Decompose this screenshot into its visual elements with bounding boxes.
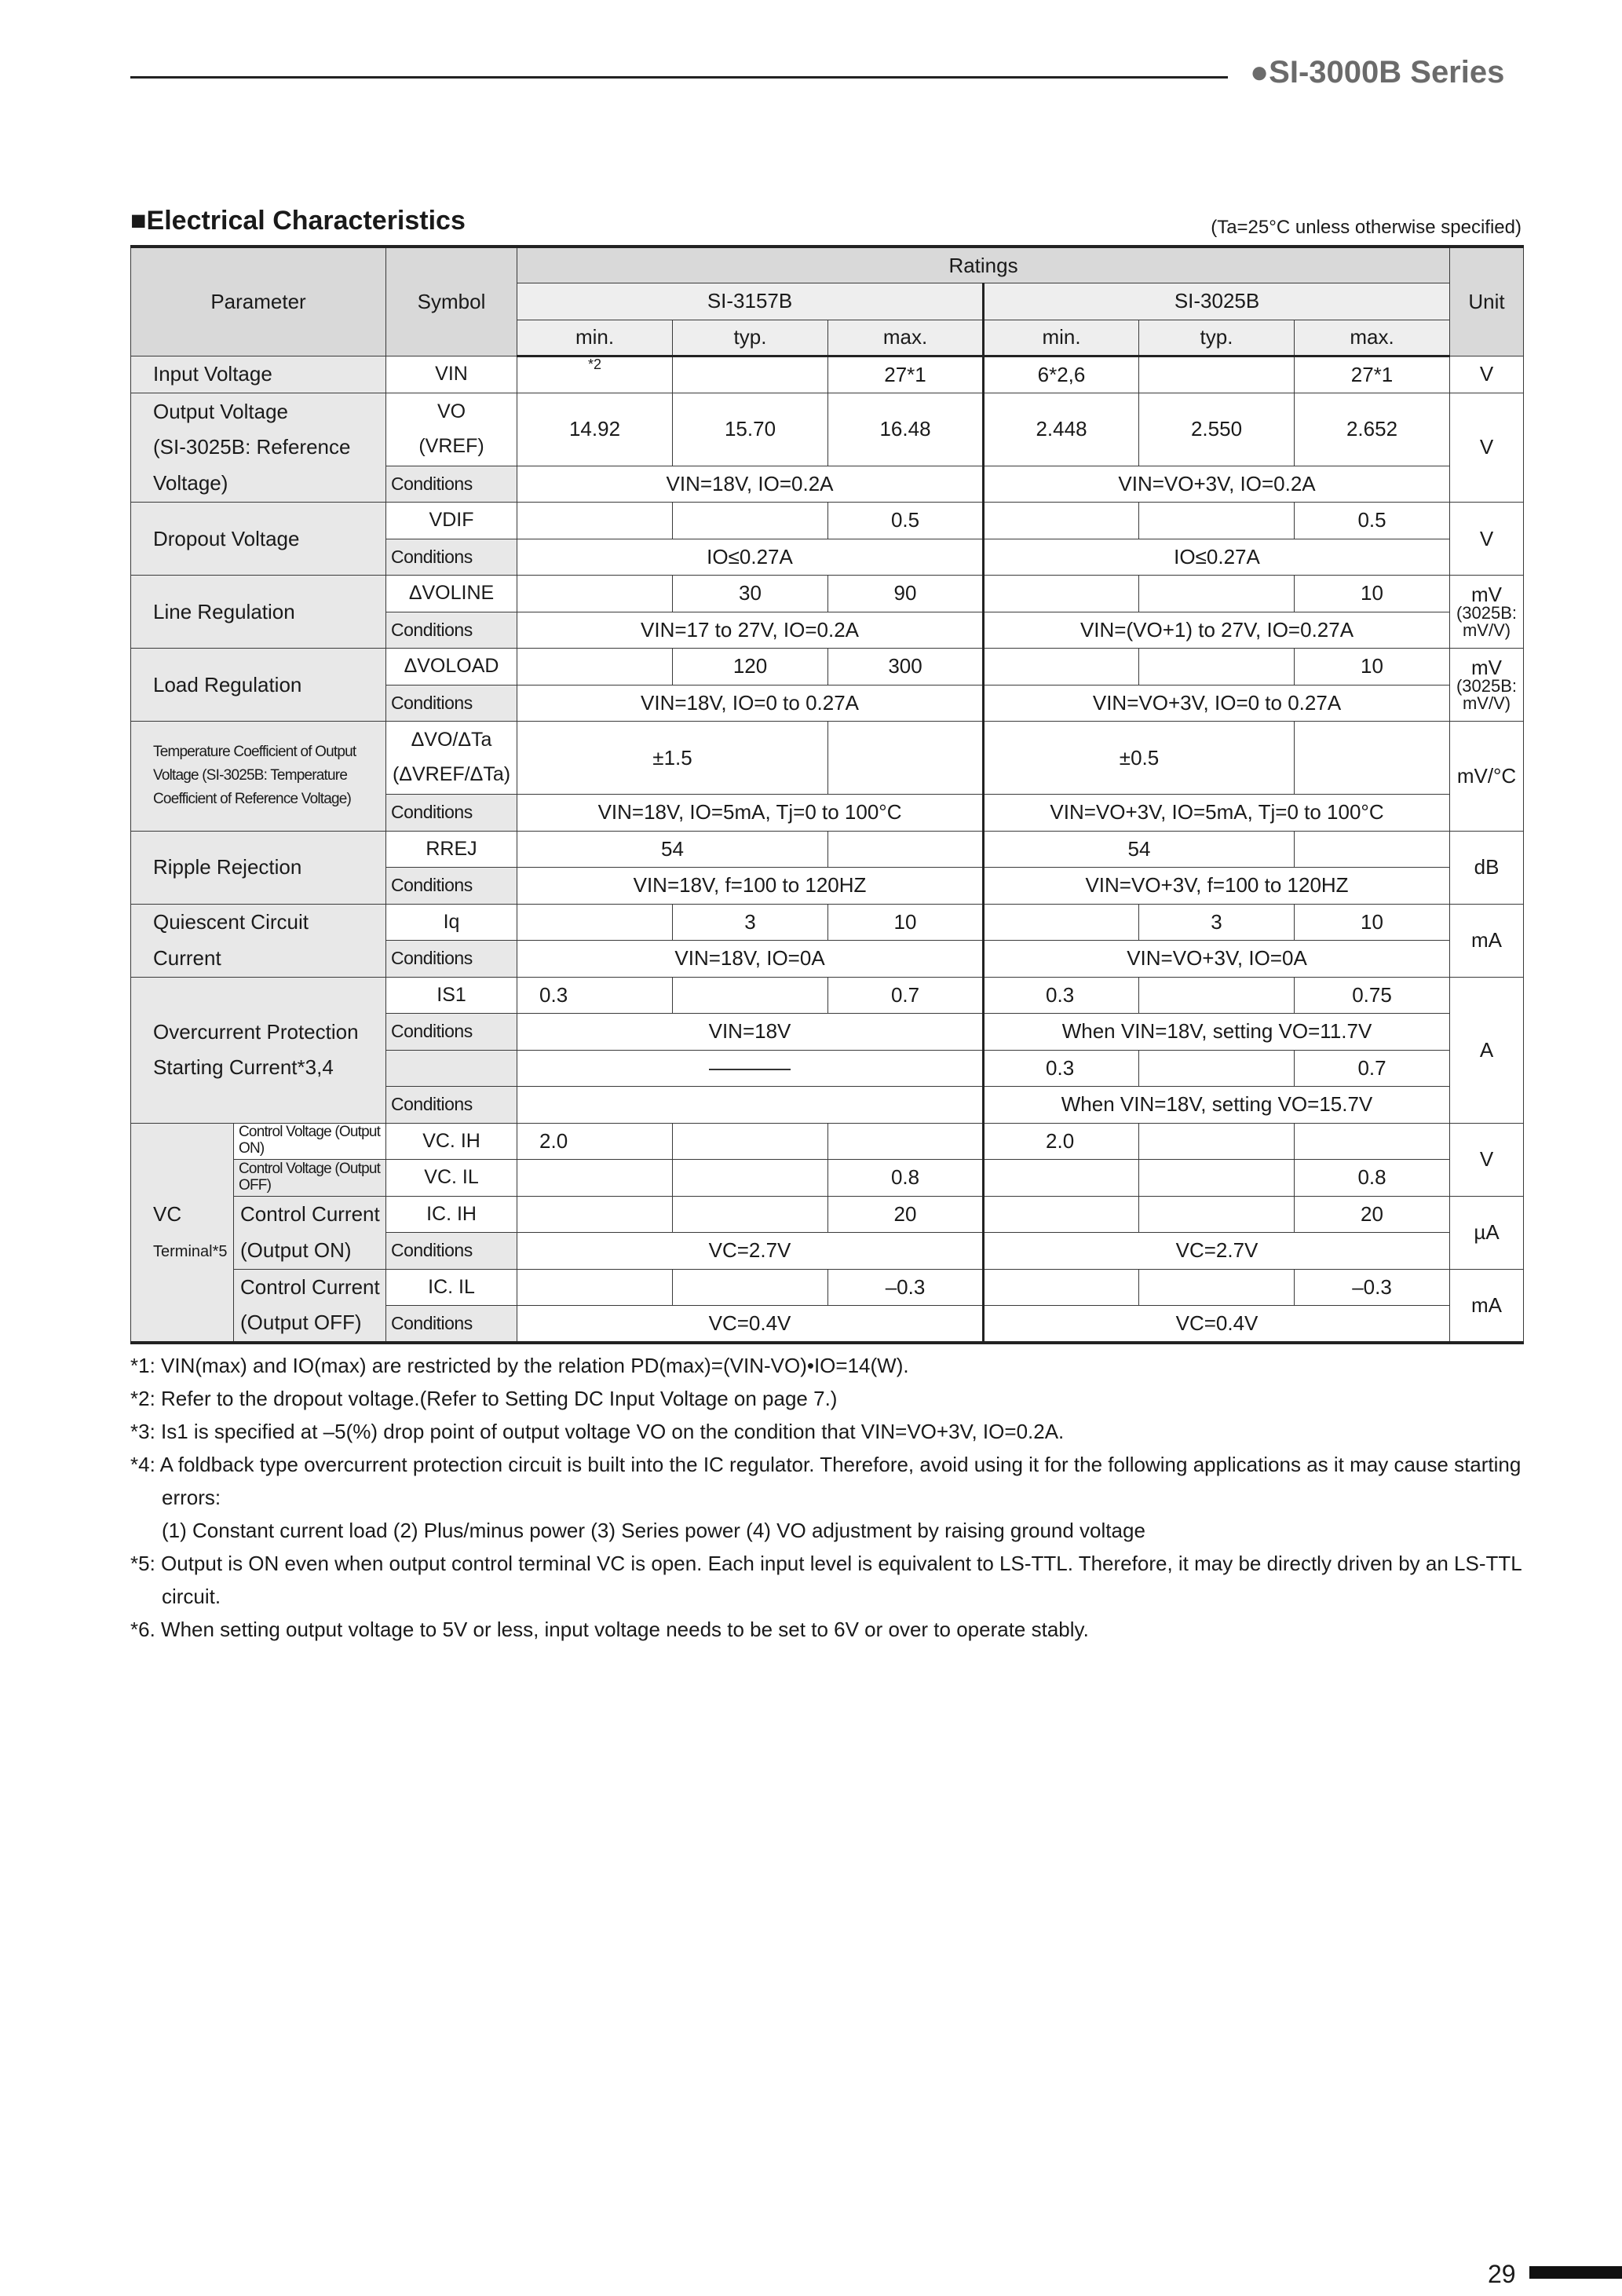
header-ratings: Ratings [517, 247, 1450, 283]
sub-param-control-voltage-on: Control Voltage (Output ON) [234, 1123, 386, 1160]
symbol-cell: VC. IH [386, 1123, 517, 1160]
param-vc-terminal: VC Terminal*5 [131, 1123, 234, 1343]
symbol-cell: VO (VREF) [386, 393, 517, 466]
symbol-cell: RREJ [386, 831, 517, 868]
header-parameter: Parameter [131, 247, 386, 356]
value-cell [517, 1160, 673, 1197]
param-temperature-coefficient: Temperature Coefficient of Output Voltage (SI-3025B: Temperature Coefficient of Reference Voltage) [131, 722, 386, 832]
value-cell [517, 576, 673, 612]
conditions-label: Conditions [386, 795, 517, 832]
table-row [131, 649, 1524, 686]
table-row [131, 1160, 1524, 1197]
value-cell: 2.0 [517, 1123, 673, 1160]
table-row [131, 722, 1524, 759]
footnote: *6. When setting output voltage to 5V or less, input voltage needs to be set to 6V or over to operate stably. [130, 1618, 1089, 1641]
value-cell: 54 [517, 831, 828, 868]
condition-cell: VIN=VO+3V, IO=0.2A [984, 466, 1450, 503]
value-cell: 14.92 [517, 393, 673, 466]
table-row [131, 904, 1524, 941]
header-typ: typ. [1139, 320, 1295, 356]
param-quiescent-current: Quiescent Circuit Current [131, 904, 386, 977]
value-cell [1139, 1269, 1295, 1306]
value-cell [1139, 1160, 1295, 1197]
value-cell: 10 [828, 904, 984, 941]
condition-cell: VIN=VO+3V, IO=5mA, Tj=0 to 100°C [984, 795, 1450, 832]
footnote: *2: Refer to the dropout voltage.(Refer to Setting DC Input Voltage on page 7.) [130, 1387, 838, 1410]
value-cell [1139, 649, 1295, 686]
value-cell: ±0.5 [984, 722, 1295, 795]
sub-param-control-voltage-off: Control Voltage (Output OFF) [234, 1160, 386, 1197]
symbol-cell: Iq [386, 904, 517, 941]
not-applicable-cell [517, 1050, 984, 1087]
value-cell [828, 722, 984, 795]
value-cell [1139, 1123, 1295, 1160]
condition-note: (Ta=25°C unless otherwise specified) [1211, 217, 1522, 238]
table-row [131, 977, 1524, 1014]
value-cell: 20 [828, 1196, 984, 1233]
value-cell [517, 904, 673, 941]
footnote: *5: Output is ON even when output control terminal VC is open. Each input level is equivalent to LS-TTL. Therefore, it may be directly driven by an LS-TTL circuit. [130, 1552, 1522, 1608]
condition-cell: VIN=VO+3V, IO=0 to 0.27A [984, 685, 1450, 722]
value-cell [1139, 576, 1295, 612]
symbol-cell: VDIF [386, 503, 517, 539]
unit-cell: mV (3025B: mV/V) [1450, 576, 1524, 649]
value-cell: 27*1 [1295, 356, 1450, 393]
condition-cell: VIN=18V, IO=5mA, Tj=0 to 100°C [517, 795, 984, 832]
value-cell: 120 [673, 649, 828, 686]
value-cell: 0.3 [984, 977, 1139, 1014]
condition-cell: IO≤0.27A [517, 539, 984, 576]
symbol-cell: IC. IL [386, 1269, 517, 1306]
value-cell [828, 831, 984, 868]
series-title: ●SI-3000B Series [1250, 55, 1505, 90]
value-cell [673, 977, 828, 1014]
value-cell: 16.48 [828, 393, 984, 466]
value-cell: –0.3 [828, 1269, 984, 1306]
value-cell [517, 649, 673, 686]
table-row [131, 503, 1524, 539]
symbol-cell: ΔVO/ΔTa (ΔVREF/ΔTa) [386, 722, 517, 795]
value-cell [1139, 1050, 1295, 1087]
conditions-label: Conditions [386, 941, 517, 978]
sub-param-control-current-on: Control Current (Output ON) [234, 1196, 386, 1269]
param-ripple-rejection: Ripple Rejection [131, 831, 386, 904]
condition-cell: IO≤0.27A [984, 539, 1450, 576]
value-cell: 0.7 [828, 977, 984, 1014]
condition-cell: VC=2.7V [517, 1233, 984, 1270]
value-cell: 2.0 [984, 1123, 1139, 1160]
unit-cell: mA [1450, 1269, 1524, 1343]
conditions-label: Conditions [386, 1087, 517, 1124]
value-cell [984, 503, 1139, 539]
header-min: min. [984, 320, 1139, 356]
table-row [131, 831, 1524, 868]
value-cell [984, 904, 1139, 941]
sub-param-control-current-off: Control Current (Output OFF) [234, 1269, 386, 1343]
unit-cell: µA [1450, 1196, 1524, 1269]
value-cell [673, 1269, 828, 1306]
condition-cell: VIN=VO+3V, IO=0A [984, 941, 1450, 978]
condition-cell: VIN=VO+3V, f=100 to 120HZ [984, 868, 1450, 905]
value-cell: 90 [828, 576, 984, 612]
value-cell [517, 1269, 673, 1306]
symbol-cell: VIN [386, 356, 517, 393]
value-cell: 20 [1295, 1196, 1450, 1233]
value-cell [1139, 356, 1295, 393]
value-cell: 3 [673, 904, 828, 941]
header-symbol: Symbol [386, 247, 517, 356]
param-input-voltage: Input Voltage [131, 356, 386, 393]
footnote: *4: A foldback type overcurrent protection circuit is built into the IC regulator. Therefore, avoid using it for the following applications as it may cause starting errors: [130, 1453, 1522, 1509]
unit-cell: V [1450, 503, 1524, 576]
value-cell [1139, 1196, 1295, 1233]
value-cell: 0.5 [1295, 503, 1450, 539]
value-cell: 0.3 [984, 1050, 1139, 1087]
conditions-label: Conditions [386, 466, 517, 503]
header-max: max. [828, 320, 984, 356]
header-rule [130, 76, 1228, 79]
conditions-label: Conditions [386, 612, 517, 649]
condition-cell: VIN=18V [517, 1014, 984, 1051]
page-bar [1529, 2266, 1622, 2279]
value-cell [828, 1123, 984, 1160]
conditions-label: Conditions [386, 868, 517, 905]
value-cell: –0.3 [1295, 1269, 1450, 1306]
value-cell: 2.448 [984, 393, 1139, 466]
condition-cell: VC=0.4V [517, 1306, 984, 1343]
condition-cell: VIN=17 to 27V, IO=0.2A [517, 612, 984, 649]
value-cell [1295, 1123, 1450, 1160]
electrical-characteristics-table [130, 245, 1524, 1344]
condition-cell [517, 1087, 984, 1124]
table-row [131, 393, 1524, 430]
param-line-regulation: Line Regulation [131, 576, 386, 649]
value-cell [1295, 831, 1450, 868]
value-cell: 0.75 [1295, 977, 1450, 1014]
condition-cell: VC=2.7V [984, 1233, 1450, 1270]
value-cell: ±1.5 [517, 722, 828, 795]
footnote: *1: VIN(max) and IO(max) are restricted by the relation PD(max)=(VIN-VO)•IO=14(W). [130, 1354, 909, 1377]
value-cell [673, 1196, 828, 1233]
table-row [131, 576, 1524, 612]
header-model-b: SI-3025B [984, 283, 1450, 320]
param-output-voltage: Output Voltage (SI-3025B: Reference Voltage) [131, 393, 386, 503]
value-cell: 0.3 [517, 977, 673, 1014]
value-cell: 0.8 [828, 1160, 984, 1197]
value-cell: 2.550 [1139, 393, 1295, 466]
conditions-label: Conditions [386, 539, 517, 576]
conditions-label: Conditions [386, 685, 517, 722]
unit-cell: mV (3025B: mV/V) [1450, 649, 1524, 722]
value-cell [984, 649, 1139, 686]
param-dropout-voltage: Dropout Voltage [131, 503, 386, 576]
header-model-a: SI-3157B [517, 283, 984, 320]
value-cell [1139, 503, 1295, 539]
value-cell: 2.652 [1295, 393, 1450, 466]
value-cell [517, 1196, 673, 1233]
table-row [131, 1269, 1524, 1306]
param-load-regulation: Load Regulation [131, 649, 386, 722]
value-cell [984, 1269, 1139, 1306]
unit-cell: V [1450, 1123, 1524, 1196]
unit-cell: mV/°C [1450, 722, 1524, 832]
symbol-cell: ΔVOLOAD [386, 649, 517, 686]
value-cell: 0.5 [828, 503, 984, 539]
table-row [131, 1196, 1524, 1233]
conditions-label: Conditions [386, 1233, 517, 1270]
table-row [131, 356, 1524, 393]
condition-cell: VIN=18V, f=100 to 120HZ [517, 868, 984, 905]
table-row [131, 1123, 1524, 1160]
value-cell: 30 [673, 576, 828, 612]
value-cell [673, 503, 828, 539]
value-cell [984, 576, 1139, 612]
unit-cell: mA [1450, 904, 1524, 977]
value-cell: *2 [517, 356, 673, 393]
symbol-cell: IC. IH [386, 1196, 517, 1233]
value-cell: 54 [984, 831, 1295, 868]
value-cell [1295, 722, 1450, 795]
value-cell: 300 [828, 649, 984, 686]
conditions-label: Conditions [386, 1014, 517, 1051]
value-cell: 15.70 [673, 393, 828, 466]
page-number: 29 [1488, 2260, 1516, 2288]
footnote: *3: Is1 is specified at –5(%) drop point of output voltage VO on the condition that VIN=VO+3V, IO=0.2A. [130, 1420, 1065, 1443]
unit-cell: dB [1450, 831, 1524, 904]
value-cell: 10 [1295, 904, 1450, 941]
condition-cell: VC=0.4V [984, 1306, 1450, 1343]
unit-cell: V [1450, 393, 1524, 503]
symbol-cell: VC. IL [386, 1160, 517, 1197]
value-cell: 0.8 [1295, 1160, 1450, 1197]
param-overcurrent-protection: Overcurrent Protection Starting Current*3,4 [131, 977, 386, 1123]
symbol-cell [386, 1050, 517, 1087]
value-cell [984, 1196, 1139, 1233]
condition-cell: VIN=18V, IO=0.2A [517, 466, 984, 503]
dash-divider [709, 1069, 791, 1070]
header-min: min. [517, 320, 673, 356]
value-cell: 10 [1295, 649, 1450, 686]
condition-cell: When VIN=18V, setting VO=11.7V [984, 1014, 1450, 1051]
conditions-label: Conditions [386, 1306, 517, 1343]
condition-cell: VIN=18V, IO=0 to 0.27A [517, 685, 984, 722]
value-cell: 0.7 [1295, 1050, 1450, 1087]
value-cell: 6*2,6 [984, 356, 1139, 393]
value-cell [673, 1160, 828, 1197]
unit-cell: V [1450, 356, 1524, 393]
value-cell [517, 503, 673, 539]
value-cell: 3 [1139, 904, 1295, 941]
header-max: max. [1295, 320, 1450, 356]
value-cell [984, 1160, 1139, 1197]
value-cell: 27*1 [828, 356, 984, 393]
value-cell [673, 356, 828, 393]
symbol-cell: ΔVOLINE [386, 576, 517, 612]
footnote-continuation: (1) Constant current load (2) Plus/minus power (3) Series power (4) VO adjustment by raising ground voltage [162, 1519, 1145, 1542]
value-cell [1139, 977, 1295, 1014]
condition-cell: VIN=18V, IO=0A [517, 941, 984, 978]
condition-cell: VIN=(VO+1) to 27V, IO=0.27A [984, 612, 1450, 649]
condition-cell: When VIN=18V, setting VO=15.7V [984, 1087, 1450, 1124]
header-typ: typ. [673, 320, 828, 356]
symbol-cell: IS1 [386, 977, 517, 1014]
section-title: ■Electrical Characteristics [130, 206, 466, 236]
header-unit: Unit [1450, 247, 1524, 356]
value-cell [673, 1123, 828, 1160]
value-cell: 10 [1295, 576, 1450, 612]
footnotes [130, 1349, 1525, 1646]
unit-cell: A [1450, 977, 1524, 1123]
